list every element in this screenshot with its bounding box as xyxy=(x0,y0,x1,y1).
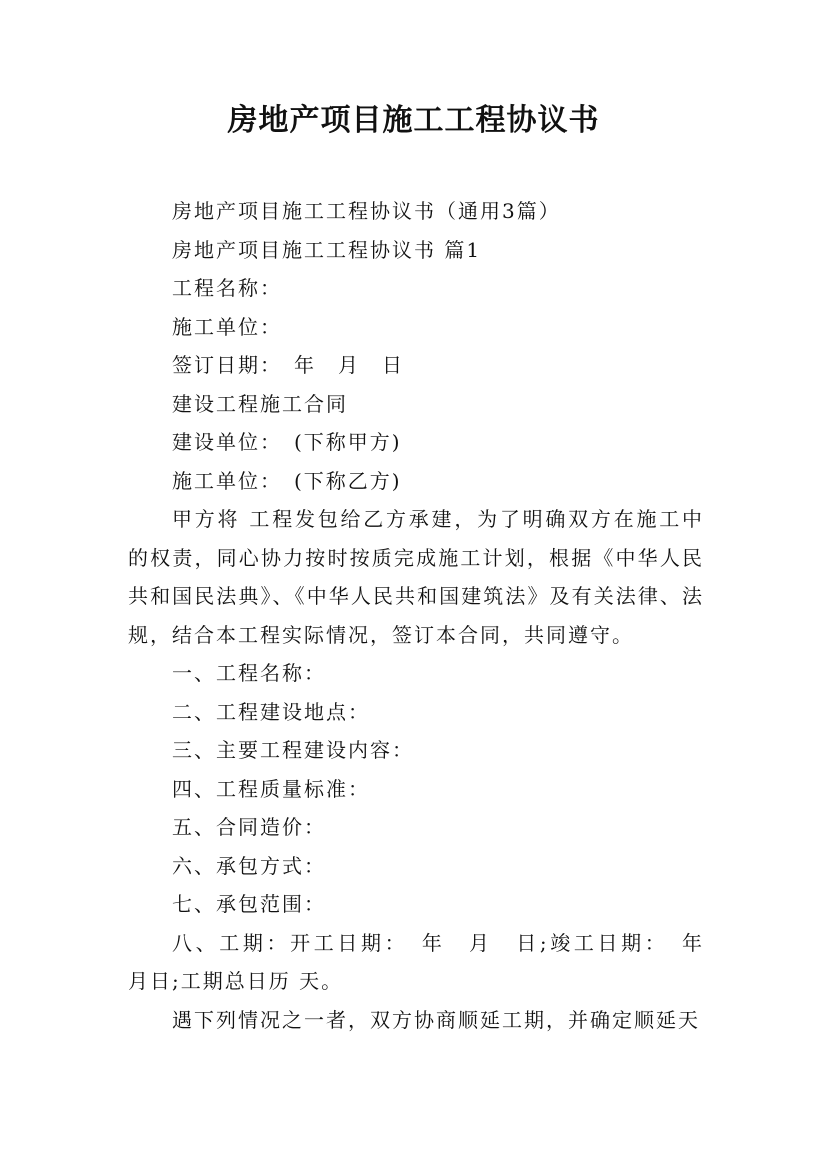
contract-title-line: 建设工程施工合同 xyxy=(172,391,348,416)
clause-item: 五、合同造价： xyxy=(172,815,326,839)
document-title: 房地产项目施工工程协议书 xyxy=(227,103,600,138)
delay-paragraph: 遇下列情况之一者，双方协商顺延工期，并确定顺延天 xyxy=(172,1007,700,1032)
intro-paragraph: 甲方将 工程发包给乙方承建，为了明确双方在施工中的权责，同心协力按时按质完成施工计划，根据《中华人民共和国民法典》、《中华人民共和国建筑法》及有关法律、法规，结合本工程实际情况，签订本合同，共同遵守。 xyxy=(128,507,704,647)
clause-item: 三、主要工程建设内容： xyxy=(172,738,414,762)
clause-item: 七、承包范围： xyxy=(172,892,326,916)
clause-item: 一、工程名称： xyxy=(172,661,326,685)
document-body xyxy=(128,192,726,1039)
section-heading: 房地产项目施工工程协议书 篇1 xyxy=(172,237,482,262)
project-name-line: 工程名称： xyxy=(172,276,282,300)
contractor-line: 施工单位： xyxy=(172,314,282,339)
signing-date-line: 签订日期： 年 月 日 xyxy=(172,353,404,377)
construction-period-paragraph: 八、工期：开工日期： 年 月 日;竣工日期： 年 月日;工期总日历 天。 xyxy=(128,930,726,993)
subtitle-line: 房地产项目施工工程协议书（通用3篇） xyxy=(172,199,561,223)
party-b-line: 施工单位： (下称乙方) xyxy=(172,468,402,493)
clause-item: 二、工程建设地点： xyxy=(172,699,370,724)
clause-item: 六、承包方式： xyxy=(172,853,326,878)
clause-item: 四、工程质量标准： xyxy=(172,776,370,801)
party-a-line: 建设单位： (下称甲方) xyxy=(172,430,402,454)
